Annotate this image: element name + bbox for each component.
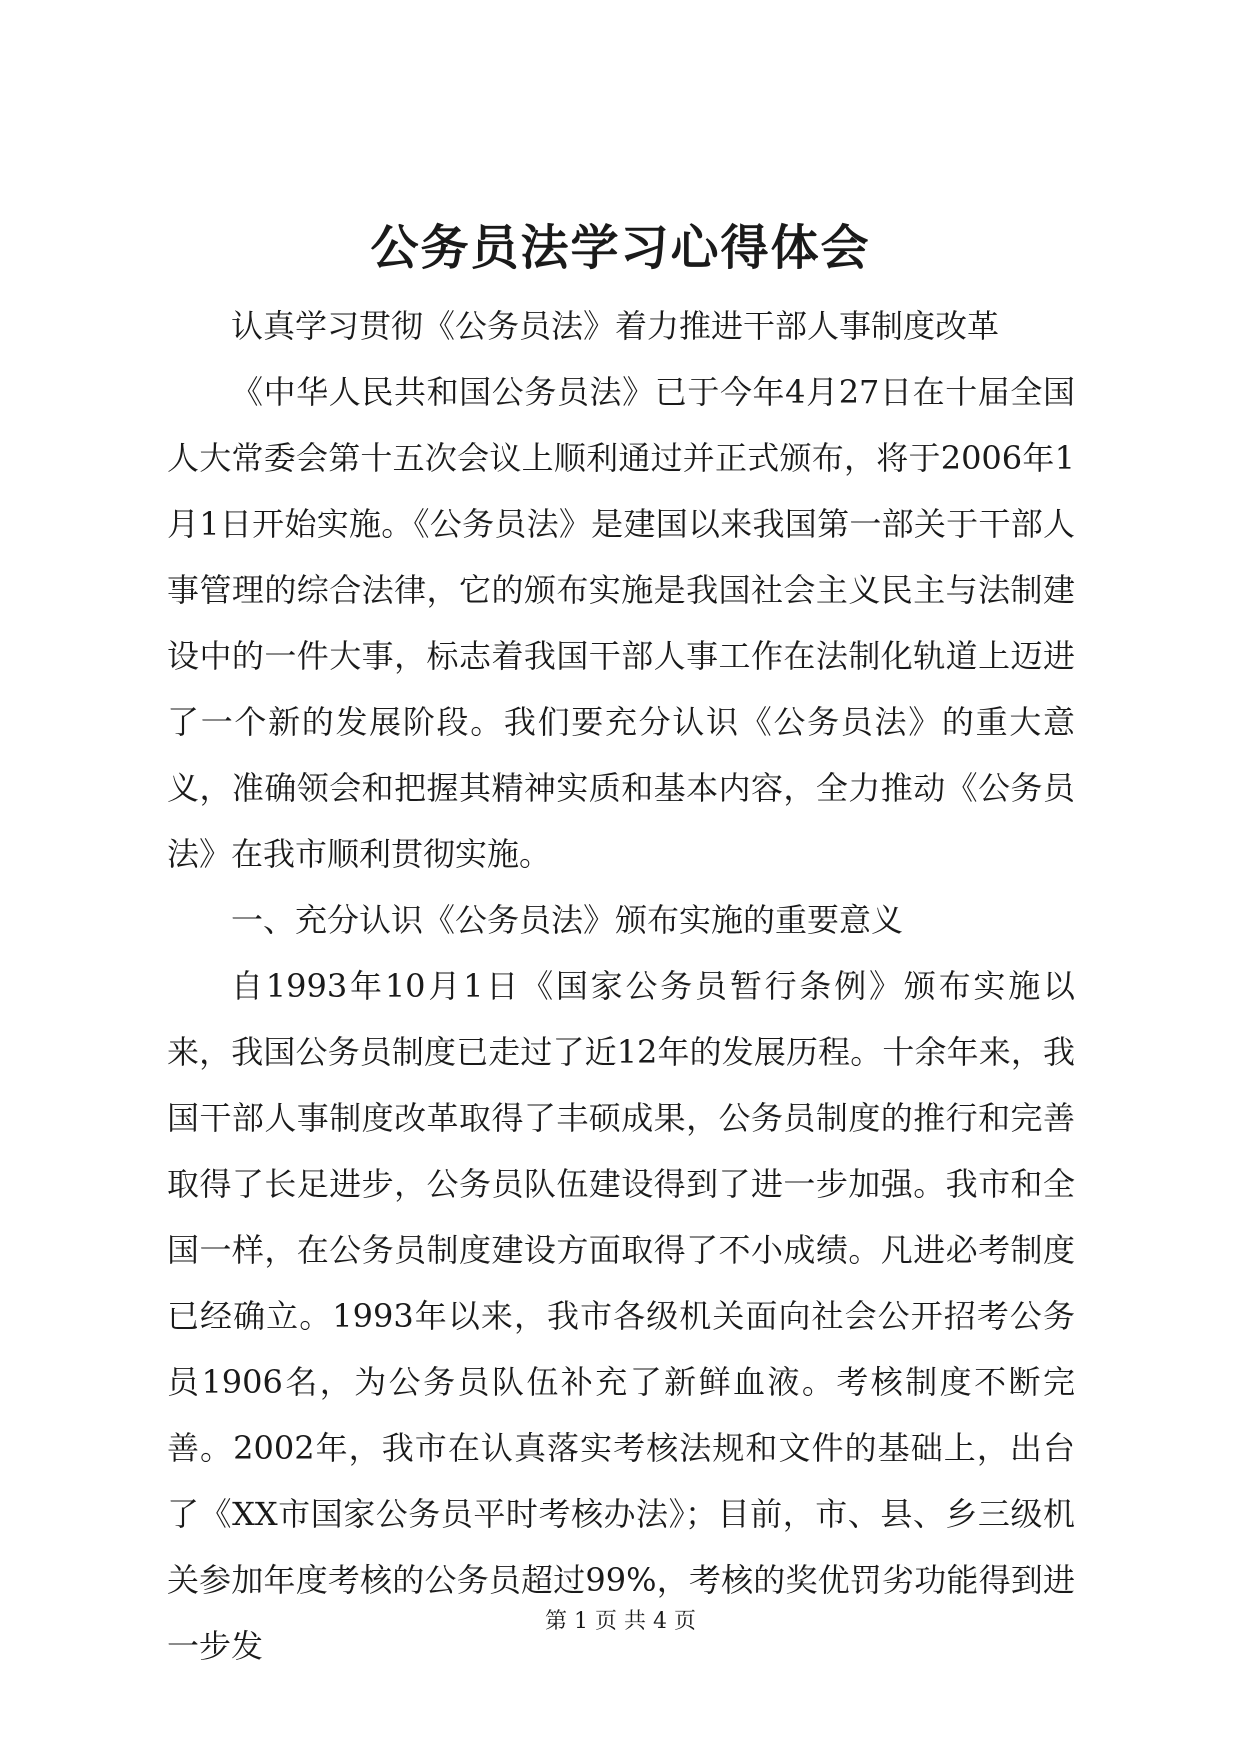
body-paragraph: 《中华人民共和国公务员法》已于今年4月27日在十届全国人大常委会第十五次会议上顺利通过并正式颁布，将于2006年1月1日开始实施。《公务员法》是建国以来我国第一部关于干部人事管理的综合法律，它的颁布实施是我国社会主义民主与法制建设中的一件大事，标志着我国干部人事工作在法制化轨道上迈进了一个新的发展阶段。我们要充分认识《公务员法》的重大意义，准确领会和把握其精神实质和基本内容，全力推动《公务员法》在我市顺利贯彻实施。 [167, 373, 1075, 873]
section-heading: 一、充分认识《公务员法》颁布实施的重要意义 [231, 901, 904, 939]
document-body [167, 293, 1075, 1679]
body-paragraph: 自1993年10月1日《国家公务员暂行条例》颁布实施以来，我国公务员制度已走过了近12年的发展历程。十余年来，我国干部人事制度改革取得了丰硕成果，公务员制度的推行和完善取得了长足进步，公务员队伍建设得到了进一步加强。我市和全国一样，在公务员制度建设方面取得了不小成绩。凡进必考制度已经确立。1993年以来，我市各级机关面向社会公开招考公务员1906名，为公务员队伍补充了新鲜血液。考核制度不断完善。2002年，我市在认真落实考核法规和文件的基础上，出台了《XX市国家公务员平时考核办法》；目前，市、县、乡三级机关参加年度考核的公务员超过99%，考核的奖优罚劣功能得到进一步发 [167, 967, 1075, 1665]
subtitle-paragraph: 认真学习贯彻《公务员法》着力推进干部人事制度改革 [231, 307, 1000, 345]
page-number-footer: 第 1 页 共 4 页 [545, 1609, 696, 1634]
document-title: 公务员法学习心得体会 [370, 220, 871, 276]
